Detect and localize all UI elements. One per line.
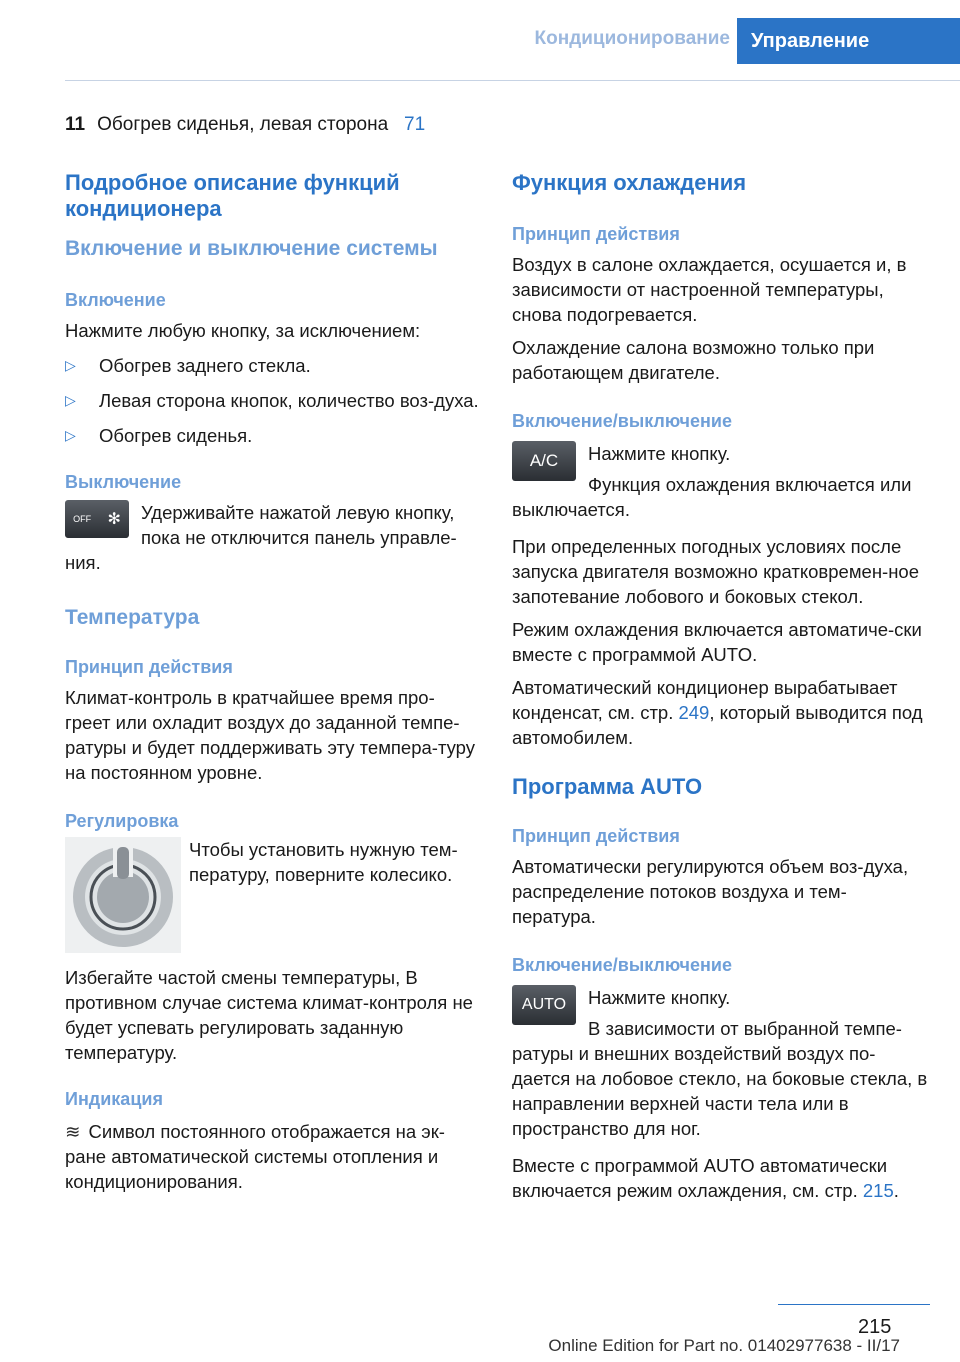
regulation-text: Чтобы установить нужную тем-пературу, поверните колесико.	[189, 839, 458, 885]
header-divider	[65, 80, 960, 81]
page-number: 215	[858, 1316, 892, 1338]
toc-line	[65, 114, 425, 136]
auto-p7: В зависимости от выбранной темпе-ратуры и внешних воздействий воздух по-дается на лобовое стекло, на боковые стекла, в направлении верхней части тела или в пространство для ног.	[512, 1018, 928, 1139]
cool-onoff-heading: Включение/выключение	[512, 411, 732, 431]
list-item: ▷ Левая сторона кнопок, количество воз-духа.	[65, 390, 479, 411]
off-text: Удерживайте нажатой левую кнопку, пока не отключится панель управле-ния.	[65, 502, 457, 573]
cool-p5: Автоматический кондиционер вырабатывает конденсат, см. стр. 249, который выводится под автомобилем.	[512, 677, 923, 748]
on-heading: Включение	[65, 290, 166, 310]
auto-onoff-heading: Включение/выключение	[512, 955, 732, 975]
bullet-triangle-icon: ▷	[65, 392, 76, 408]
footer-rule	[778, 1304, 930, 1305]
cool-p1: Воздух в салоне охлаждается, осушается и, в зависимости от настроенной температуры, снова подогревается.	[512, 254, 907, 325]
page-header	[0, 18, 960, 64]
indication-heading: Индикация	[65, 1089, 163, 1109]
temperature-knob-image	[65, 837, 181, 953]
auto-p8: Вместе с программой AUTO автоматически включается режим охлаждения, см. стр. 215.	[512, 1155, 899, 1201]
toc-text: Обогрев сиденья, левая сторона	[97, 114, 389, 135]
press-text: Нажмите кнопку.	[588, 443, 731, 464]
cool-p4: Режим охлаждения включается автоматиче-ски вместе с программой AUTO.	[512, 619, 922, 665]
temp-principle-heading: Принцип действия	[65, 657, 233, 677]
cool-p2: Охлаждение салона возможно только при работающем двигателе.	[512, 337, 875, 383]
left-column	[65, 170, 480, 1194]
regulation-heading: Регулировка	[65, 811, 179, 831]
cool-principle-heading: Принцип действия	[512, 224, 680, 244]
toc-number: 11	[65, 114, 86, 135]
ac-block	[512, 441, 930, 522]
auto-button-image: AUTO	[512, 985, 576, 1025]
ac-button-image: A/C	[512, 441, 576, 481]
temperature-heading: Температура	[65, 606, 200, 629]
exceptions-list	[65, 353, 480, 448]
system-heading: Включение и выключение системы	[65, 237, 438, 260]
auto-principle-heading: Принцип действия	[512, 826, 680, 846]
list-item: ▷ Обогрев заднего стекла.	[65, 355, 311, 376]
auto-p6: Автоматически регулируются объем воз-духа, распределение потоков воздуха и тем-пература.	[512, 856, 909, 927]
fan-icon: ✻	[107, 511, 121, 528]
off-heading: Выключение	[65, 472, 182, 492]
bullet-triangle-icon: ▷	[65, 357, 76, 373]
main-heading: Подробное описание функций кондиционера	[65, 170, 400, 221]
header-tab[interactable]: Управление	[737, 18, 960, 64]
off-block	[65, 500, 480, 575]
regulation-block	[65, 837, 480, 957]
header-section[interactable]: Кондиционирование	[534, 28, 730, 49]
ac-text: Функция охлаждения включается или выключается.	[512, 474, 912, 520]
auto-block	[512, 985, 930, 1141]
list-item: ▷ Обогрев сиденья.	[65, 425, 253, 446]
auto-heading: Программа AUTO	[512, 774, 703, 799]
page-link-249[interactable]: 249	[678, 702, 710, 723]
edition-footer: Online Edition for Part no. 01402977638 - II/17	[548, 1336, 900, 1355]
indication-text: ≋ Символ постоянного отображается на эк-ране автоматической системы отопления и кондиционирования.	[65, 1121, 445, 1192]
toc-page-link[interactable]: 71	[404, 114, 426, 135]
press-text-2: Нажмите кнопку.	[588, 987, 731, 1008]
avoid-text: Избегайте частой смены температуры, В противном случае система климат-контроля не будет успевать регулировать заданную температуру.	[65, 967, 473, 1063]
off-fan-button-image: OFF ✻	[65, 500, 129, 538]
on-text: Нажмите любую кнопку, за исключением:	[65, 320, 421, 341]
right-column	[512, 170, 930, 1203]
temp-principle-text: Климат-контроль в кратчайшее время про-греет или охладит воздух до заданной темпе-ратуры и будет поддерживать эту темпера-туру на постоянном уровне.	[65, 687, 476, 783]
cool-p3: При определенных погодных условиях после запуска двигателя возможно кратковремен-ное запотевание лобового и боковых стекол.	[512, 536, 919, 607]
page-link-215[interactable]: 215	[862, 1180, 894, 1201]
heat-waves-icon: ≋	[65, 1121, 81, 1142]
cooling-heading: Функция охлаждения	[512, 170, 747, 195]
bullet-triangle-icon: ▷	[65, 427, 76, 443]
